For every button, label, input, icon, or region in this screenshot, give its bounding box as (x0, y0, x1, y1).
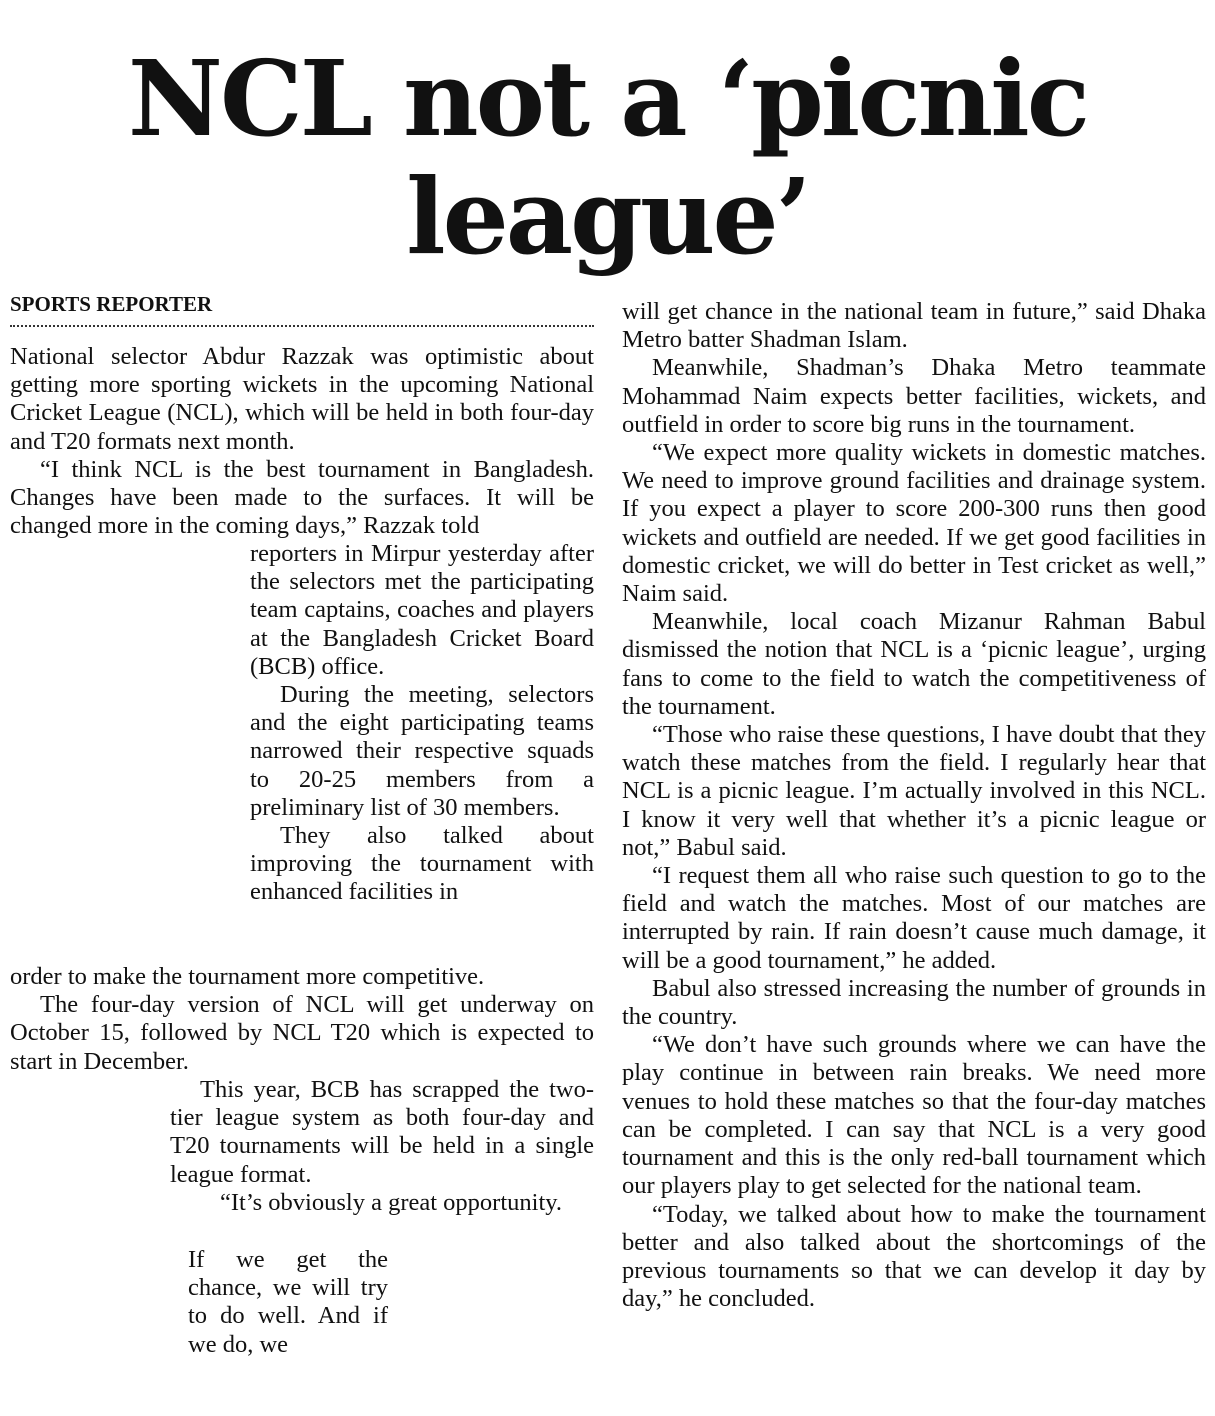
paragraph: “It’s obviously a great opportunity. (220, 1189, 563, 1216)
paragraph: During the meeting, selectors and the eight participating teams narrowed their respective squads to 20-25 members from a preliminary list of 30 members. (250, 681, 594, 821)
left-column-wrap-text (250, 540, 594, 907)
left-column-shaped-text-1 (170, 1076, 594, 1189)
byline: SPORTS REPORTER (10, 292, 594, 327)
paragraph: “Those who raise these questions, I have doubt that they watch these matches from the field. I regularly hear that NCL is a picnic league. I’m actually involved in this NCL. I know it very well that whether it’s a picnic league or not,” Babul said. (622, 721, 1206, 861)
paragraph: will get chance in the national team in future,” said Dhaka Metro batter Shadman Islam. (622, 298, 1206, 354)
left-column-top (10, 343, 594, 540)
paragraph: “We expect more quality wickets in domestic matches. We need to improve ground facilities and drainage system. If you expect a player to score 200-300 runs then good wickets and outfield are needed. If we get good facilities in domestic cricket, we will do better in Test cricket as well,” Naim said. (622, 439, 1206, 608)
paragraph: “We don’t have such grounds where we can have the play continue in between rain breaks. We need more venues to hold these matches so that the four-day matches can be completed. I can say that NCL is a very good tournament and this is the only red-ball tournament which our players play to get selected for the national team. (622, 1031, 1206, 1200)
paragraph: If we get the chance, we will try to do well. And if we do, we (188, 1246, 388, 1358)
paragraph: National selector Abdur Razzak was optimistic about getting more sporting wickets in the upcoming National Cricket League (NCL), which will be held in both four-day and T20 formats next month. (10, 343, 594, 455)
paragraph: They also talked about improving the tournament with enhanced facilities in (250, 822, 594, 906)
paragraph: Babul also stressed increasing the number of grounds in the country. (622, 974, 1206, 1031)
paragraph: “I think NCL is the best tournament in Bangladesh. Changes have been made to the surfaces. It will be changed more in the coming days,” Razzak told (10, 455, 594, 540)
paragraph: order to make the tournament more competitive. (10, 963, 485, 990)
paragraph: The four-day version of NCL will get underway on October 15, followed by NCL T20 which is expected to start in December. (10, 991, 594, 1075)
paragraph: “Today, we talked about how to make the tournament better and also talked about the shortcomings of the previous tournaments so that we can develop it day by day,” he concluded. (622, 1200, 1206, 1313)
left-column-middle (10, 963, 594, 1076)
left-column-shaped-text-2 (190, 1189, 594, 1217)
headline: NCL not a ‘picnic league’ (127, 37, 1088, 278)
paragraph: “I request them all who raise such question to go to the field and watch the matches. Most of our matches are interrupted by rain. If rain doesn’t cause much damage, it will be a good tournament,” he added. (622, 862, 1206, 974)
paragraph: Meanwhile, local coach Mizanur Rahman Babul dismissed the notion that NCL is a ‘picnic league’, urging fans to come to the field to watch the competitiveness of the tournament. (622, 608, 1206, 720)
paragraph: Meanwhile, Shadman’s Dhaka Metro teammate Mohammad Naim expects better facilities, wickets, and outfield in order to score big runs in the tournament. (622, 354, 1206, 438)
right-column (622, 298, 1206, 1313)
paragraph: This year, BCB has scrapped the two-tier league system as both four-day and T20 tournaments will be held in a single league format. (170, 1076, 594, 1188)
paragraph: reporters in Mirpur yesterday after the selectors met the participating team captains, coaches and players at the Bangladesh Cricket Board (BCB) office. (250, 540, 594, 680)
left-column-shaped-text-3 (188, 1246, 388, 1359)
